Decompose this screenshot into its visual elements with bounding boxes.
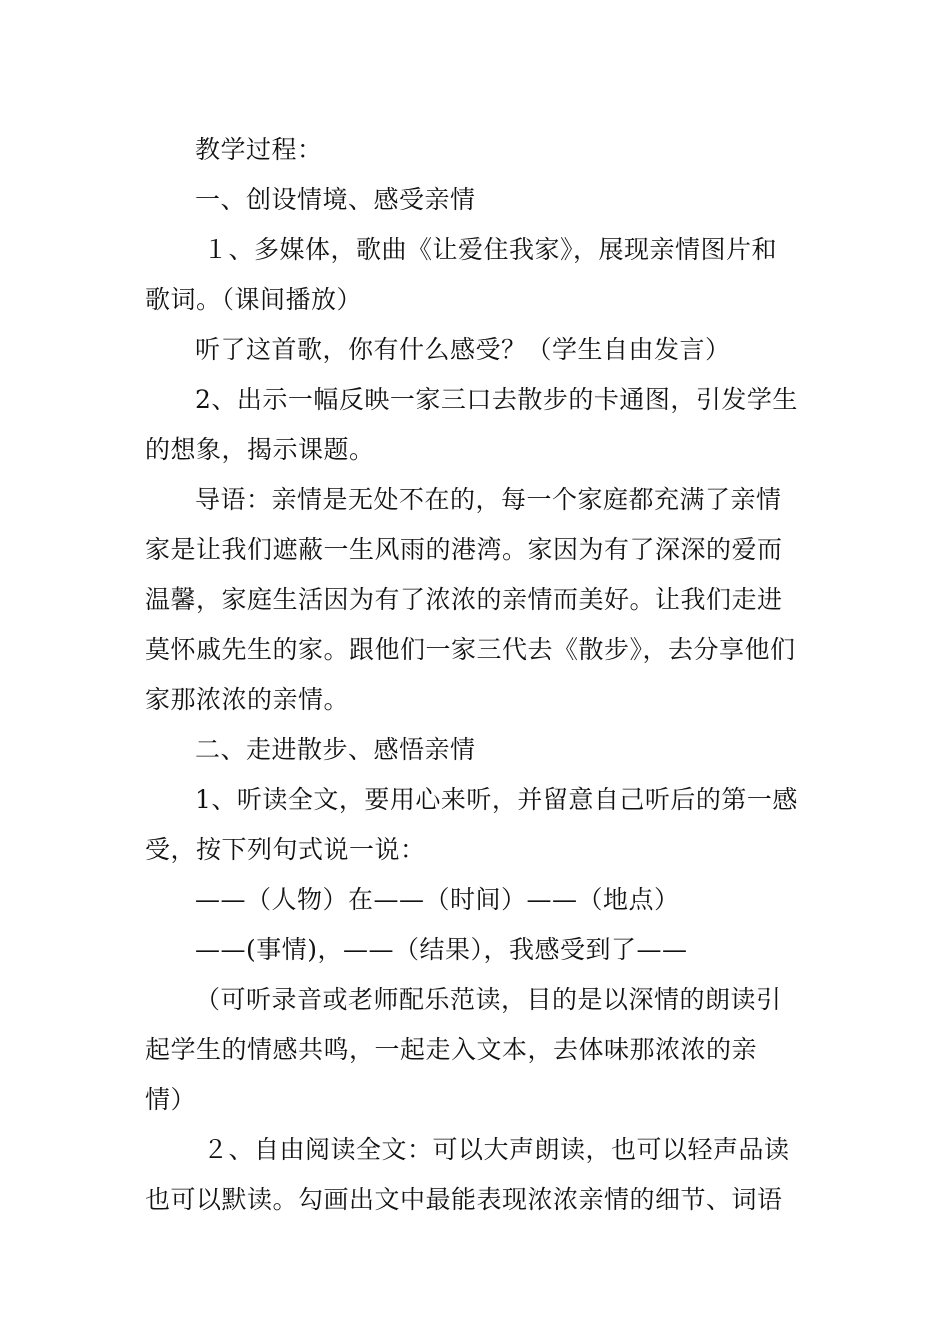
paragraph-line: 导语：亲情是无处不在的，每一个家庭都充满了亲情 xyxy=(195,485,782,514)
paragraph-line: 温馨，家庭生活因为有了浓浓的亲情而美好。让我们走进 xyxy=(145,585,783,614)
paragraph-line: 听了这首歌，你有什么感受？（学生自由发言） xyxy=(195,335,731,364)
paragraph-line: ２、自由阅读全文：可以大声朗读，也可以轻声品读 xyxy=(203,1135,790,1164)
section-heading-one: 一、创设情境、感受亲情 xyxy=(195,185,476,214)
paragraph-line: 的想象，揭示课题。 xyxy=(145,435,375,464)
section-heading-two: 二、走进散步、感悟亲情 xyxy=(195,735,476,764)
paragraph-line: 1、听读全文，要用心来听，并留意自己听后的第一感 xyxy=(195,785,798,814)
paragraph-line: 起学生的情感共鸣，一起走入文本，去体味那浓浓的亲 xyxy=(145,1035,758,1064)
paragraph-line: 莫怀戚先生的家。跟他们一家三代去《散步》，去分享他们 xyxy=(145,635,796,664)
section-heading-teaching-process: 教学过程： xyxy=(195,135,323,164)
paragraph-line: 歌词。（课间播放） xyxy=(145,285,363,314)
paragraph-line: 家那浓浓的亲情。 xyxy=(145,685,350,714)
paragraph-line: 也可以默读。勾画出文中最能表现浓浓亲情的细节、词语 xyxy=(145,1185,783,1214)
paragraph-line: 2、出示一幅反映一家三口去散步的卡通图，引发学生 xyxy=(195,385,798,414)
paragraph-line: 情） xyxy=(145,1085,197,1114)
sentence-pattern-line: ——(事情)，——（结果），我感受到了—— xyxy=(195,935,688,964)
sentence-pattern-line: ——（人物）在——（时间）——（地点） xyxy=(195,885,680,914)
paragraph-line: 家是让我们遮蔽一生风雨的港湾。家因为有了深深的爱而 xyxy=(145,535,783,564)
paragraph-line: （可听录音或老师配乐范读，目的是以深情的朗读引 xyxy=(195,985,782,1014)
paragraph-line: 受，按下列句式说一说： xyxy=(145,835,426,864)
paragraph-line: １、多媒体，歌曲《让爱住我家》，展现亲情图片和 xyxy=(203,235,778,264)
